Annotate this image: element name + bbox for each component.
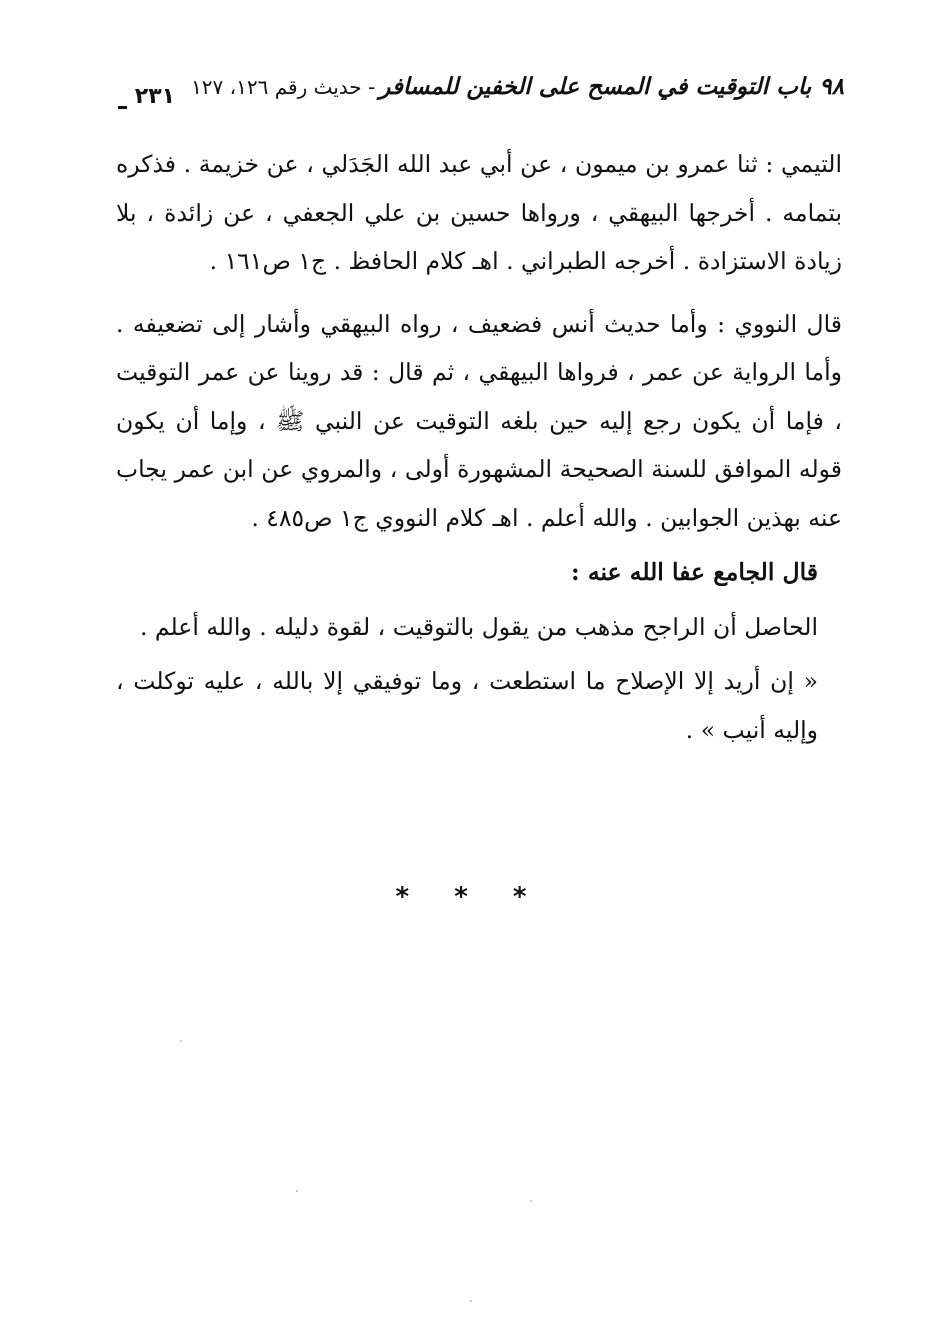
paragraph: قال النووي : وأما حديث أنس فضعيف ، رواه البيهقي وأشار إلى تضعيفه . وأما الرواية عن عمر ، فرواها البيهقي ، ثم قال : قد روينا عن عمر التوقيت ، فإما أن يكون رجع إليه حين بلغه التوقيت عن النبي ﷺ ، وإما أن يكون قوله الموافق للسنة الصحيحة المشهورة أولى ، والمروي عن ابن عمر يجاب عنه بهذين الجوابين . والله أعلم . اهـ كلام النووي ج١ ص٤٨٥ . [116,309,842,532]
section-separator: * * * [395,882,545,912]
paragraph: التيمي : ثنا عمرو بن ميمون ، عن أبي عبد الله الجَدَلي ، عن خزيمة . فذكره بتمامه . أخرجها البيهقي ، ورواها حسين بن علي الجعفي ، عن زائدة ، بلا زيادة الاستزادة . أخرجه الطبراني . اهـ كلام الحافظ . ج١ ص١٦١ . [116,150,842,275]
body-text [116,140,842,754]
section-heading: قال الجامع عفا الله عنه : [570,558,818,586]
paragraph: الحاصل أن الراجح مذهب من يقول بالتوقيت ، لقوة دليله . والله أعلم . [139,612,818,641]
scan-speck [530,1200,532,1202]
scan-speck [296,1190,298,1192]
running-header [118,72,844,116]
quran-quote: « إن أريد إلا الإصلاح ما استطعت ، وما توفيقي إلا بالله ، عليه توكلت ، وإليه أنيب » . [116,667,818,744]
scan-speck [180,1040,182,1042]
page-number: ٢٣١ [134,84,176,109]
page-number-rule [118,106,127,109]
chapter-title: ٩٨ باب التوقيت في المسح على الخفين للمسافر [379,74,844,100]
scan-speck [470,1300,472,1302]
hadith-reference: - حديث رقم ١٢٦، ١٢٧ [191,75,376,99]
